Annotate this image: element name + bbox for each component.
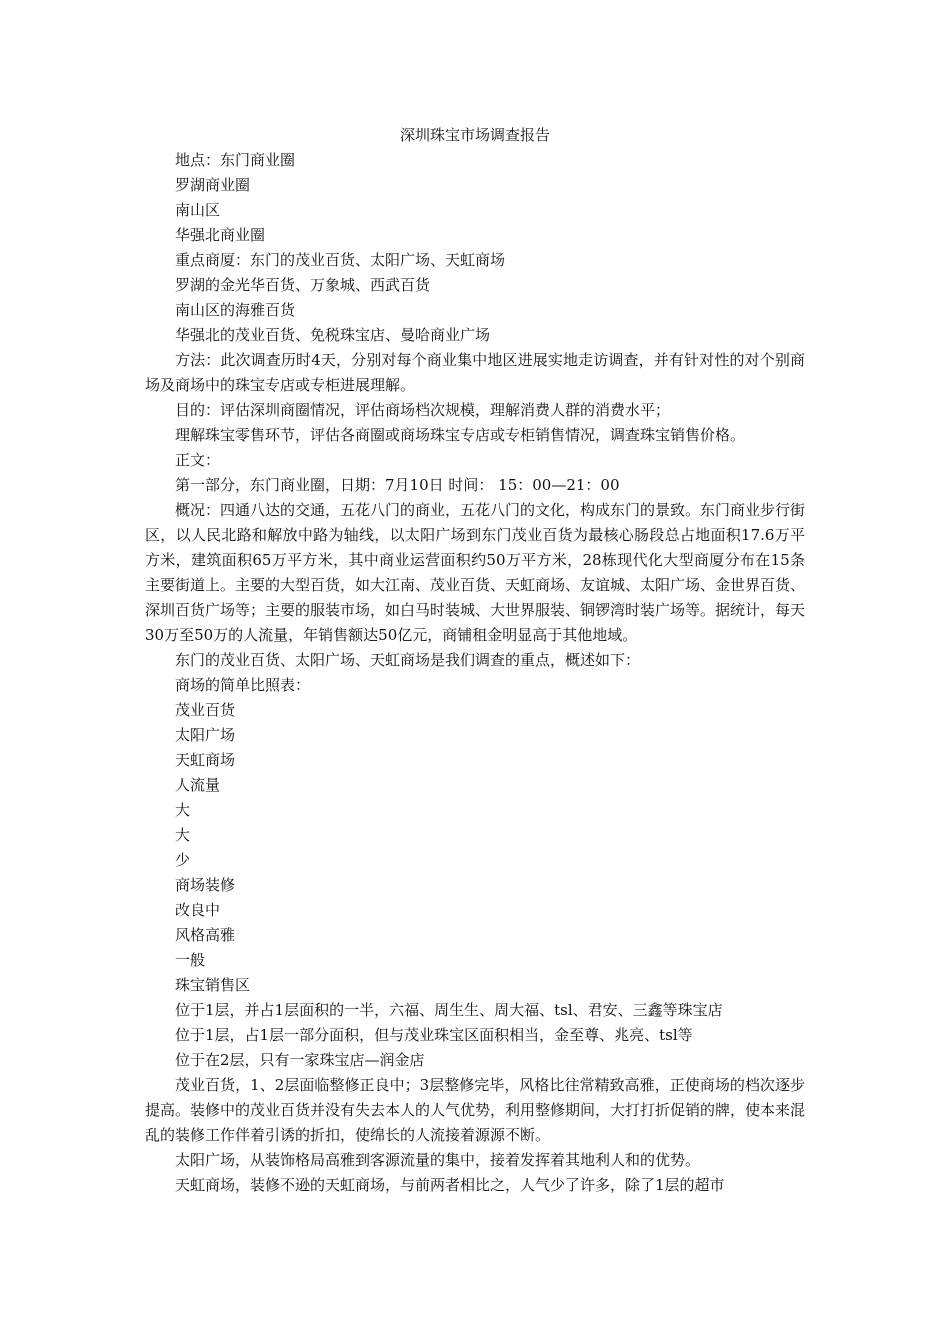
overview-paragraph: 概况：四通八达的交通，五花八门的商业，五花八门的文化，构成东门的景致。东门商业步行街区，以人民北路和解放中路为轴线，以太阳广场到东门茂业百货为最核心肠段总占地面积17.6万平方米，建筑面积65万平方米，其中商业运营面积约50万平方米，28栋现代化大型商厦分布在15条主要街道上。主要的大型百货，如大江南、茂业百货、天虹商场、友谊城、太阳广场、金世界百货、深圳百货广场等；主要的服装市场，如白马时装城、大世界服装、铜锣湾时装广场等。据统计，每天30万至50万的人流量，年销售额达50亿元，商铺租金明显高于其他地域。	[145, 501, 806, 644]
body-heading: 正文：	[175, 451, 221, 469]
key-mall-line: 重点商厦：东门的茂业百货、太阳广场、天虹商场	[175, 251, 506, 269]
location-line: 罗湖商业圈	[175, 176, 251, 194]
comparison-cell: 位于1层，并占1层面积的一半，六福、周生生、周大福、tsl、君安、三鑫等珠宝店	[175, 1001, 723, 1019]
document-page	[145, 123, 805, 1198]
summary-intro: 东门的茂业百货、太阳广场、天虹商场是我们调查的重点，概述如下：	[175, 651, 641, 669]
comparison-cell: 大	[175, 801, 191, 819]
location-line: 华强北商业圈	[175, 226, 266, 244]
purpose-paragraph: 目的：评估深圳商圈情况，评估商场档次规模，理解消费人群的消费水平；	[175, 401, 671, 419]
comparison-cell: 改良中	[175, 901, 221, 919]
key-mall-line: 华强北的茂业百货、免税珠宝店、曼哈商业广场	[175, 326, 491, 344]
key-mall-line: 南山区的海雅百货	[175, 301, 296, 319]
comparison-cell: 大	[175, 826, 191, 844]
comparison-cell: 茂业百货	[175, 701, 236, 719]
key-mall-line: 罗湖的金光华百货、万象城、西武百货	[175, 276, 431, 294]
comparison-cell: 一般	[175, 951, 206, 969]
section-heading: 第一部分，东门商业圈，日期：7月10日 时间： 15：00—21：00	[175, 476, 620, 494]
comparison-cell: 天虹商场	[175, 751, 236, 769]
comparison-table-title: 商场的简单比照表：	[175, 676, 311, 694]
location-line: 地点：东门商业圈	[175, 151, 296, 169]
comparison-cell: 商场装修	[175, 876, 236, 894]
comparison-cell: 风格高雅	[175, 926, 236, 944]
mall-description-paragraph: 茂业百货，1、2层面临整修正良中；3层整修完毕，风格比往常精致高雅，正使商场的档次逐步提高。装修中的茂业百货并没有失去本人的人气优势，利用整修期间，大打打折促销的牌，使本来混乱的装修工作伴着引诱的折扣，使绵长的人流接着源源不断。	[145, 1076, 806, 1144]
comparison-cell: 珠宝销售区	[175, 976, 251, 994]
comparison-cell: 位于在2层，只有一家珠宝店—润金店	[175, 1051, 425, 1069]
comparison-cell: 少	[175, 851, 191, 869]
mall-description-paragraph: 太阳广场，从装饰格局高雅到客源流量的集中，接着发挥着其地利人和的优势。	[175, 1151, 701, 1169]
purpose-paragraph: 理解珠宝零售环节，评估各商圈或商场珠宝专店或专柜销售情况，调查珠宝销售价格。	[175, 426, 746, 444]
mall-description-paragraph: 天虹商场，装修不逊的天虹商场，与前两者相比之，人气少了许多，除了1层的超市	[175, 1176, 725, 1194]
comparison-cell: 位于1层，占1层一部分面积，但与茂业珠宝区面积相当，金至尊、兆亮、tsl等	[175, 1026, 693, 1044]
document-title: 深圳珠宝市场调查报告	[399, 126, 550, 144]
location-line: 南山区	[175, 201, 221, 219]
comparison-cell: 人流量	[175, 776, 221, 794]
comparison-cell: 太阳广场	[175, 726, 236, 744]
method-paragraph: 方法：此次调查历时4天，分别对每个商业集中地区进展实地走访调查，并有针对性的对个别商场及商场中的珠宝专店或专柜进展理解。	[145, 351, 805, 394]
